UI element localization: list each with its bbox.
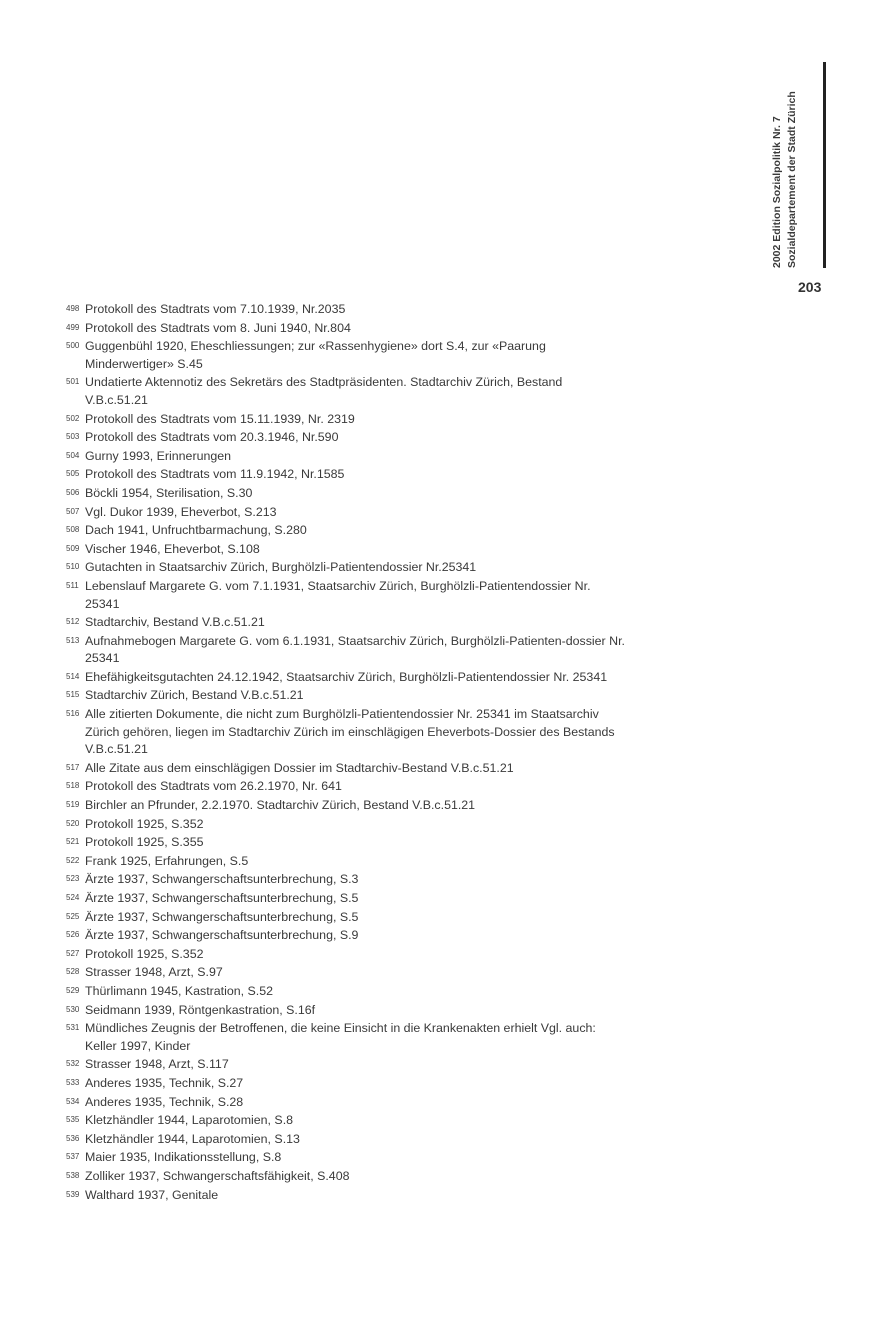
footnote-number: 526 [66,930,80,940]
footnote-number: 529 [66,985,80,995]
footnote-number: 501 [66,377,80,387]
footnote-item [66,1001,626,1020]
footnote-number: 523 [66,874,80,884]
footnote-number: 521 [66,837,80,847]
footnote-text: Aufnahmebogen Margarete G. vom 6.1.1931, Staatsarchiv Zürich, Burghölzli-Patienten-dossier Nr. 25341 [85,633,625,666]
footnote-number: 506 [66,487,80,497]
footnote-text: Protokoll des Stadtrats vom 20.3.1946, Nr.590 [85,430,339,445]
footnote-text: Gutachten in Staatsarchiv Zürich, Burghölzli-Patientendossier Nr.25341 [85,560,477,575]
footnote-number: 528 [66,967,80,977]
footnote-number: 505 [66,469,80,479]
footnote-text: Strasser 1948, Arzt, S.117 [85,1057,229,1072]
footnote-item [66,1167,626,1186]
footnote-number: 507 [66,506,80,516]
footnote-text: Anderes 1935, Technik, S.28 [85,1094,244,1109]
footnote-item [66,300,626,319]
footnote-item [66,373,626,409]
footnote-number: 513 [66,635,80,645]
footnote-number: 510 [66,562,80,572]
footnote-number: 508 [66,525,80,535]
footnote-item [66,945,626,964]
footnote-item [66,1074,626,1093]
footnote-text: Lebenslauf Margarete G. vom 7.1.1931, Staatsarchiv Zürich, Burghölzli-Patientendossier Nr. 25341 [85,578,591,611]
footnote-text: Ärzte 1937, Schwangerschaftsunterbrechung, S.9 [85,928,359,943]
footnote-number: 518 [66,781,80,791]
footnote-number: 536 [66,1133,80,1143]
footnote-text: Vgl. Dukor 1939, Eheverbot, S.213 [85,504,277,519]
footnote-number: 519 [66,800,80,810]
footnote-item [66,759,626,778]
header-rule [823,62,826,268]
footnote-item [66,613,626,632]
footnote-item [66,447,626,466]
footnote-text: Mündliches Zeugnis der Betroffenen, die keine Einsicht in die Krankenakten erhielt Vgl. auch: Keller 1997, Kinder [85,1021,596,1053]
footnote-item [66,428,626,447]
footnote-item [66,963,626,982]
footnote-number: 539 [66,1189,80,1199]
footnote-item [66,982,626,1001]
footnote-number: 520 [66,818,80,828]
footnote-text: Protokoll des Stadtrats vom 11.9.1942, Nr.1585 [85,467,345,482]
footnote-text: Protokoll 1925, S.352 [85,816,204,831]
footnote-item [66,319,626,338]
footnote-number: 527 [66,948,80,958]
footnote-item [66,908,626,927]
footnote-item [66,1093,626,1112]
footnote-text: Alle Zitate aus dem einschlägigen Dossier im Stadtarchiv-Bestand V.B.c.51.21 [85,760,514,775]
footnote-number: 504 [66,450,80,460]
footnote-text: Gurny 1993, Erinnerungen [85,448,232,463]
footnote-text: Stadtarchiv, Bestand V.B.c.51.21 [85,615,265,630]
footnote-item [66,1055,626,1074]
footnote-list [66,300,626,1204]
footnote-item [66,777,626,796]
footnote-number: 503 [66,432,80,442]
page-number: 203 [798,279,822,295]
footnote-text: Ehefähigkeitsgutachten 24.12.1942, Staatsarchiv Zürich, Burghölzli-Patientendossier Nr. 25341 [85,669,608,684]
footnote-text: Frank 1925, Erfahrungen, S.5 [85,853,249,868]
footnote-text: Ärzte 1937, Schwangerschaftsunterbrechung, S.5 [85,909,359,924]
footnote-item [66,833,626,852]
footnote-item [66,540,626,559]
footnote-text: Ärzte 1937, Schwangerschaftsunterbrechung, S.3 [85,872,359,887]
footnote-number: 538 [66,1170,80,1180]
footnote-item [66,1130,626,1149]
footnote-text: Zolliker 1937, Schwangerschaftsfähigkeit, S.408 [85,1168,350,1183]
footnote-number: 525 [66,911,80,921]
footnote-text: Protokoll des Stadtrats vom 7.10.1939, Nr.2035 [85,302,346,316]
footnote-text: Protokoll des Stadtrats vom 15.11.1939, Nr. 2319 [85,411,355,426]
footnote-number: 509 [66,543,80,553]
footnote-text: Protokoll des Stadtrats vom 8. Juni 1940, Nr.804 [85,320,351,335]
footnote-number: 511 [66,580,79,590]
footnote-number: 530 [66,1004,80,1014]
running-header-text [770,62,800,268]
footnote-item [66,1019,626,1055]
footnote-item [66,926,626,945]
footnote-number: 502 [66,413,80,423]
footnote-number: 514 [66,671,80,681]
footnote-text: Stadtarchiv Zürich, Bestand V.B.c.51.21 [85,688,304,703]
footnote-number: 524 [66,893,80,902]
footnote-item [66,852,626,871]
footnote-number: 532 [66,1059,80,1069]
footnote-item [66,577,626,613]
footnote-item [66,668,626,687]
footnote-number: 515 [66,690,80,700]
footnote-item [66,705,626,759]
footnote-item [66,1148,626,1167]
footnote-text: Birchler an Pfrunder, 2.2.1970. Stadtarchiv Zürich, Bestand V.B.c.51.21 [85,798,476,813]
footnote-text: Anderes 1935, Technik, S.27 [85,1075,244,1090]
footnote-text: Vischer 1946, Eheverbot, S.108 [85,541,260,556]
footnote-item [66,503,626,522]
footnote-number: 512 [66,617,80,627]
footnote-text: Guggenbühl 1920, Eheschliessungen; zur «Rassenhygiene» dort S.4, zur «Paarung Minderwertiger» S.45 [85,339,546,371]
footnote-text: Protokoll 1925, S.355 [85,835,204,850]
footnote-number: 500 [66,341,80,351]
footnote-text: Protokoll 1925, S.352 [85,946,204,961]
footnote-item [66,686,626,705]
footnote-number: 498 [66,304,80,313]
footnote-text: Böckli 1954, Sterilisation, S.30 [85,485,253,500]
footnote-item [66,1186,626,1205]
footnote-number: 537 [66,1152,80,1162]
footnote-number: 516 [66,709,80,719]
footnote-text: Kletzhändler 1944, Laparotomien, S.13 [85,1131,300,1146]
running-header [770,62,830,268]
footnote-item [66,484,626,503]
footnote-number: 517 [66,762,80,772]
footnote-text: Alle zitierten Dokumente, die nicht zum Burghölzli-Patientendossier Nr. 25341 im Staatsarchiv Zürich gehören, liegen im Stadtarchiv Zürich im einschlägigen Eheverbots-Dossier des Bestands V.B.c.51.21 [85,707,615,757]
footnote-item [66,465,626,484]
footnote-text: Seidmann 1939, Röntgenkastration, S.16f [85,1002,316,1017]
footnote-text: Undatierte Aktennotiz des Sekretärs des Stadtpräsidenten. Stadtarchiv Zürich, Bestand V.B.c.51.21 [85,375,563,407]
footnote-item [66,796,626,815]
header-edition: 2002 Edition Sozialpolitik Nr. 7 [771,116,783,268]
footnote-number: 535 [66,1115,80,1125]
footnote-text: Dach 1941, Unfruchtbarmachung, S.280 [85,523,307,538]
footnote-number: 534 [66,1096,80,1106]
footnote-text: Walthard 1937, Genitale [85,1187,219,1202]
header-department: Sozialdepartement der Stadt Zürich [786,91,798,268]
footnote-text: Kletzhändler 1944, Laparotomien, S.8 [85,1113,294,1128]
footnote-number: 499 [66,322,80,332]
footnote-item [66,558,626,577]
footnote-number: 533 [66,1077,80,1087]
footnote-item [66,815,626,834]
footnote-item [66,889,626,908]
footnote-item [66,410,626,429]
footnote-text: Ärzte 1937, Schwangerschaftsunterbrechung, S.5 [85,891,359,905]
footnote-text: Strasser 1948, Arzt, S.97 [85,965,223,980]
footnote-item [66,1111,626,1130]
footnote-item [66,337,626,373]
footnote-number: 531 [66,1023,80,1033]
footnote-item [66,870,626,889]
footnote-number: 522 [66,855,80,865]
footnote-text: Maier 1935, Indikationsstellung, S.8 [85,1150,282,1165]
footnote-item [66,521,626,540]
footnote-text: Protokoll des Stadtrats vom 26.2.1970, Nr. 641 [85,779,342,794]
footnote-text: Thürlimann 1945, Kastration, S.52 [85,983,274,998]
footnote-item [66,632,626,668]
